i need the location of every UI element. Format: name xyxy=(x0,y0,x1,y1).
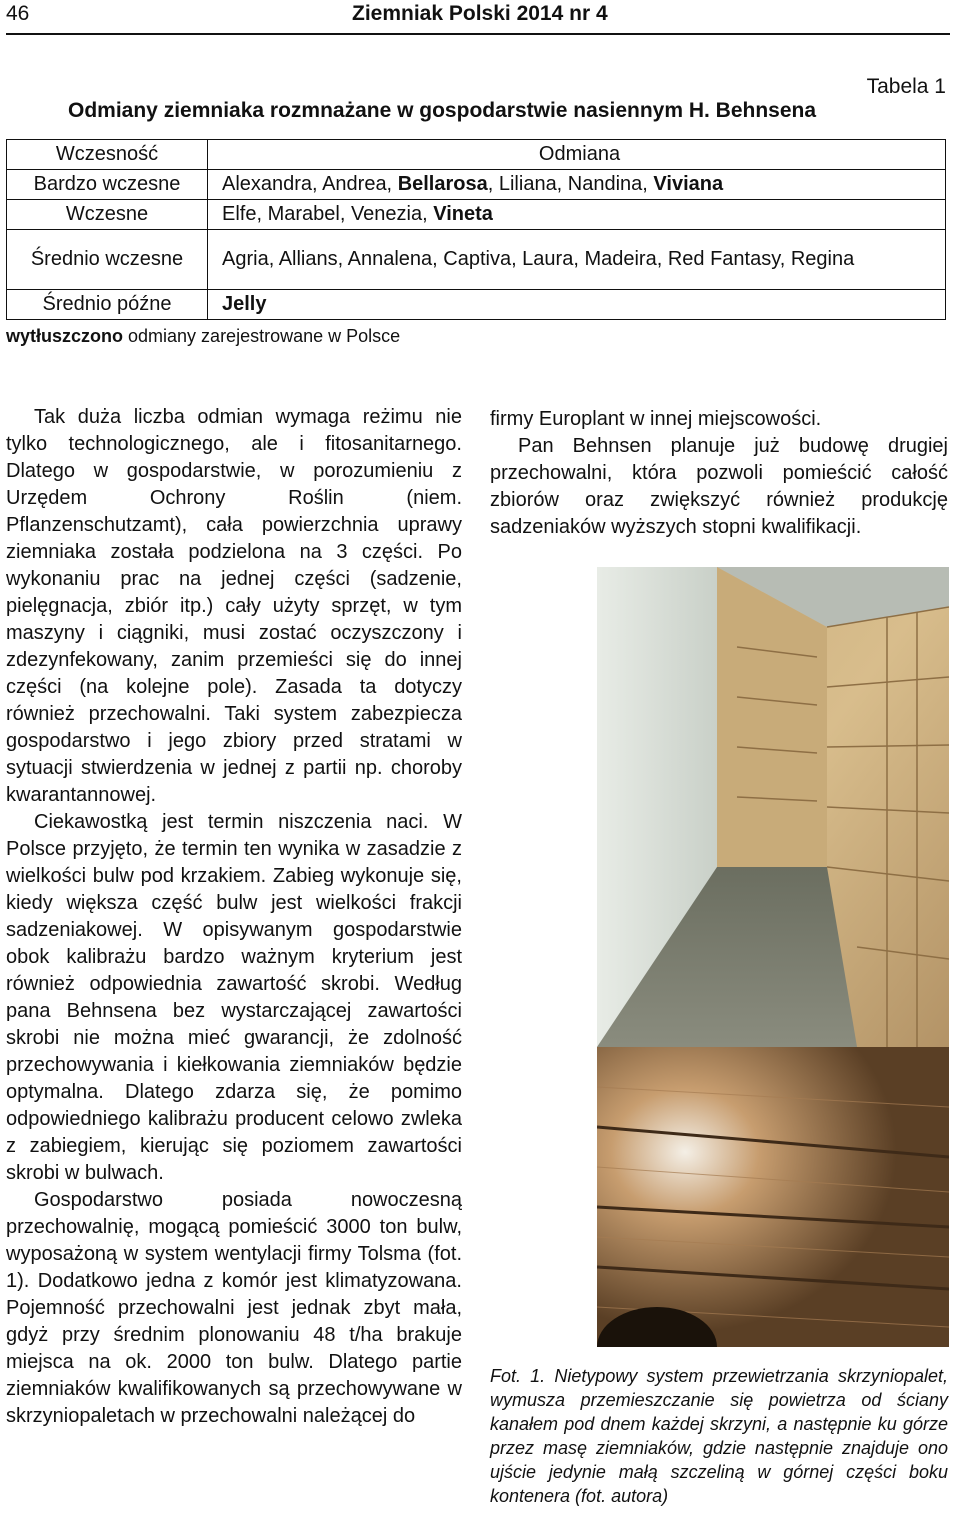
paragraph: Ciekawostką jest termin niszczenia naci. W Polsce przyjęto, że termin ten wynika w zasadzie z wielkości bulw pod krzakiem. Zabieg wykonuje się, kiedy większa część bulw jest wielkości frakcji sadzeniakowej. W opisywanym gospodarstwie obok kalibrażu bardzo ważnym kryterium jest również odpowiednia zawartość skrobi. Według pana Behnsena bez wystarczającej zawartości skrobi nie można mieć gwarancji, że zdolność przechowywania i kiełkowania ziemniaków będzie optymalna. Dlatego zdarza się, że pomimo odpowiedniego kalibrażu producent celowo zwleka z zabiegiem, kierując się poziomem zawartości skrobi w bulwach. xyxy=(6,811,462,1184)
earliness-cell: Bardzo wczesne xyxy=(7,170,208,200)
paragraph: Gospodarstwo posiada nowoczesną przechowalnię, mogącą pomieścić 3000 ton bulw, wyposażoną w system wentylacji firmy Tolsma (fot. 1). Dodatkowo jedna z komór jest klimatyzowana. Pojemność przechowalni jest jednak zbyt mała, gdyż przy średnim plonowaniu 48 t/ha brakuje miejsca na ok. 2000 ton bulw. Dlatego partie ziemniaków kwalifikowanych są przechowywane w skrzyniopaletach w przechowalni należącej do xyxy=(6,1189,462,1427)
article-right-column xyxy=(490,406,948,541)
table-row xyxy=(7,200,946,230)
table-title: Odmiany ziemniaka rozmnażane w gospodarstwie nasiennym H. Behnsena xyxy=(68,99,817,122)
storage-photo-image xyxy=(597,567,949,1347)
table-row xyxy=(7,230,946,290)
table-row xyxy=(7,170,946,200)
table-label: Tabela 1 xyxy=(866,75,946,98)
varieties-table xyxy=(6,139,946,320)
earliness-cell: Średnio wczesne xyxy=(7,230,208,290)
table-row xyxy=(7,290,946,320)
earliness-cell: Średnio późne xyxy=(7,290,208,320)
photo-caption: Fot. 1. Nietypowy system przewietrzania skrzyniopalet, wymusza przemieszczanie się powietrza od ściany kanałem pod dnem każdej skrzyni, a następnie ku górze przez masę ziemniaków, gdzie następnie znajduje ono ujście jedynie małą szczeliną w górnej części boku kontenera (fot. autora) xyxy=(490,1366,948,1506)
paragraph: Pan Behnsen planuje już budowę drugiej przechowalni, która pozwoli pomieścić całość zbiorów oraz zwiększyć również produkcję sadzeniaków wyższych stopni kwalifikacji. xyxy=(490,435,948,538)
paragraph: Tak duża liczba odmian wymaga reżimu nie tylko technologicznego, ale i fitosanitarnego. Dlatego w gospodarstwie, w porozumieniu z Urzędem Ochrony Roślin (niem. Pflanzenschutzamt), cała powierzchnia uprawy ziemniaka została podzielona na 3 części. Po wykonaniu prac na jednej części (sadzenie, pielęgnacja, zbiór itp.) cały użyty sprzęt, w tym maszyny i ciągniki, musi zostać oczyszczony i zdezynfekowany, zanim przemieści się do innej części (na kolejne pole). Zasada ta dotyczy również przechowalni. Taki system zabezpiecza gospodarstwo i jego zbiory przed stratami w sytuacji stwierdzenia w jednej z partii np. choroby kwarantannowej. xyxy=(6,406,462,806)
paragraph: firmy Europlant w innej miejscowości. xyxy=(490,408,822,430)
col-header-variety: Odmiana xyxy=(208,140,946,170)
header-rule xyxy=(6,33,950,35)
variety-cell: Alexandra, Andrea, Bellarosa, Liliana, Nandina, Viviana xyxy=(208,170,946,200)
page-header xyxy=(0,0,960,36)
page-number: 46 xyxy=(6,2,30,25)
table-footnote: wytłuszczono odmiany zarejestrowane w Polsce xyxy=(6,326,401,346)
variety-cell: Jelly xyxy=(208,290,946,320)
storage-photo xyxy=(597,567,949,1347)
journal-title: Ziemniak Polski 2014 nr 4 xyxy=(352,2,608,25)
variety-cell: Agria, Allians, Annalena, Captiva, Laura, Madeira, Red Fantasy, Regina xyxy=(208,230,946,290)
variety-cell: Elfe, Marabel, Venezia, Vineta xyxy=(208,200,946,230)
article-left-column xyxy=(6,404,462,1430)
col-header-earliness: Wczesność xyxy=(7,140,208,170)
table-header-row xyxy=(7,140,946,170)
earliness-cell: Wczesne xyxy=(7,200,208,230)
